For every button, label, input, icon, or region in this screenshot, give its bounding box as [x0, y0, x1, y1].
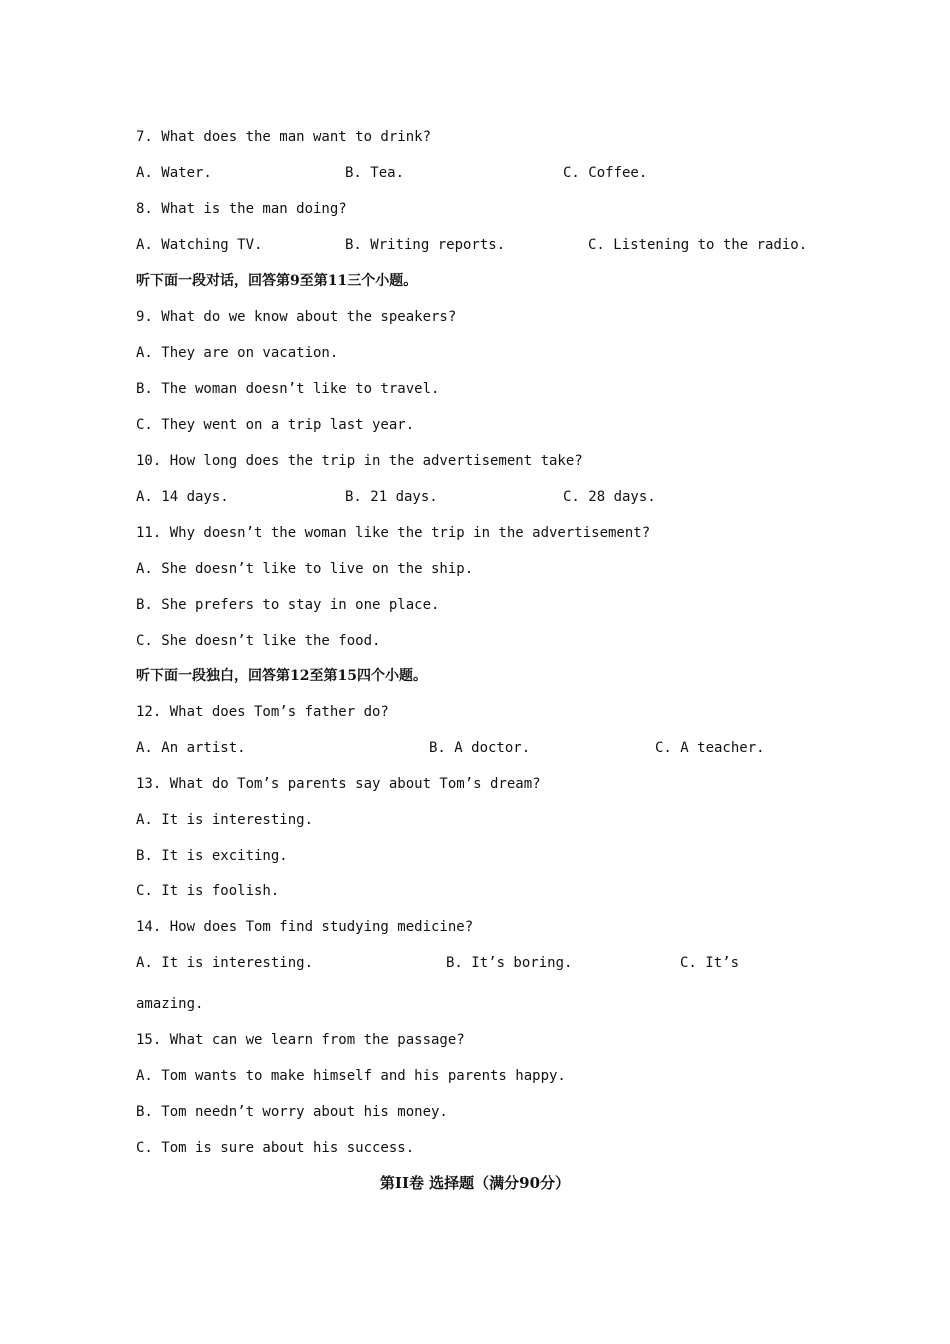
question-10-option-a: A. 14 days.	[136, 489, 229, 505]
question-8-option-c: C. Listening to the radio.	[588, 237, 808, 253]
instruction-monologue: 听下面一段独白，回答第12至第15四个小题。	[136, 668, 427, 684]
question-12-stem: 12. What does Tom’s father do?	[136, 704, 389, 720]
question-11-option-a: A. She doesn’t like to live on the ship.	[136, 561, 474, 577]
question-15-stem: 15. What can we learn from the passage?	[136, 1032, 465, 1048]
question-7-option-a: A. Water.	[136, 165, 212, 181]
question-9-option-c: C. They went on a trip last year.	[136, 417, 415, 433]
instruction-dialogue: 听下面一段对话，回答第9至第11三个小题。	[136, 273, 418, 289]
question-11-option-b: B. She prefers to stay in one place.	[136, 597, 440, 613]
question-9-option-b: B. The woman doesn’t like to travel.	[136, 381, 440, 397]
question-7-stem: 7. What does the man want to drink?	[136, 129, 432, 145]
question-11-option-c: C. She doesn’t like the food.	[136, 633, 381, 649]
question-10-stem: 10. How long does the trip in the advertisement take?	[136, 453, 583, 469]
question-8-stem: 8. What is the man doing?	[136, 201, 347, 217]
question-9-option-a: A. They are on vacation.	[136, 345, 339, 361]
question-10-option-b: B. 21 days.	[345, 489, 438, 505]
question-9-stem: 9. What do we know about the speakers?	[136, 309, 457, 325]
question-14-stem: 14. How does Tom find studying medicine?	[136, 919, 474, 935]
question-10-option-c: C. 28 days.	[563, 489, 656, 505]
question-14-option-a: A. It is interesting.	[136, 955, 314, 971]
question-15-option-a: A. Tom wants to make himself and his parents happy.	[136, 1068, 566, 1084]
question-15-option-b: B. Tom needn’t worry about his money.	[136, 1104, 448, 1120]
question-14-option-b: B. It’s boring.	[446, 955, 573, 971]
question-12-option-a: A. An artist.	[136, 740, 246, 756]
question-13-stem: 13. What do Tom’s parents say about Tom’s dream?	[136, 776, 541, 792]
question-15-option-c: C. Tom is sure about his success.	[136, 1140, 415, 1156]
question-13-option-b: B. It is exciting.	[136, 848, 288, 864]
question-11-stem: 11. Why doesn’t the woman like the trip in the advertisement?	[136, 525, 651, 541]
section-title: 第II卷 选择题（满分90分）	[379, 1174, 571, 1192]
question-8-option-a: A. Watching TV.	[136, 237, 263, 253]
question-8-option-b: B. Writing reports.	[345, 237, 506, 253]
question-13-option-c: C. It is foolish.	[136, 883, 280, 899]
question-7-option-b: B. Tea.	[345, 165, 405, 181]
question-14-option-c: C. It’s	[680, 955, 740, 971]
question-12-option-b: B. A doctor.	[429, 740, 531, 756]
question-12-option-c: C. A teacher.	[655, 740, 765, 756]
question-13-option-a: A. It is interesting.	[136, 812, 314, 828]
question-14-option-c-continued: amazing.	[136, 996, 204, 1012]
question-7-option-c: C. Coffee.	[563, 165, 648, 181]
